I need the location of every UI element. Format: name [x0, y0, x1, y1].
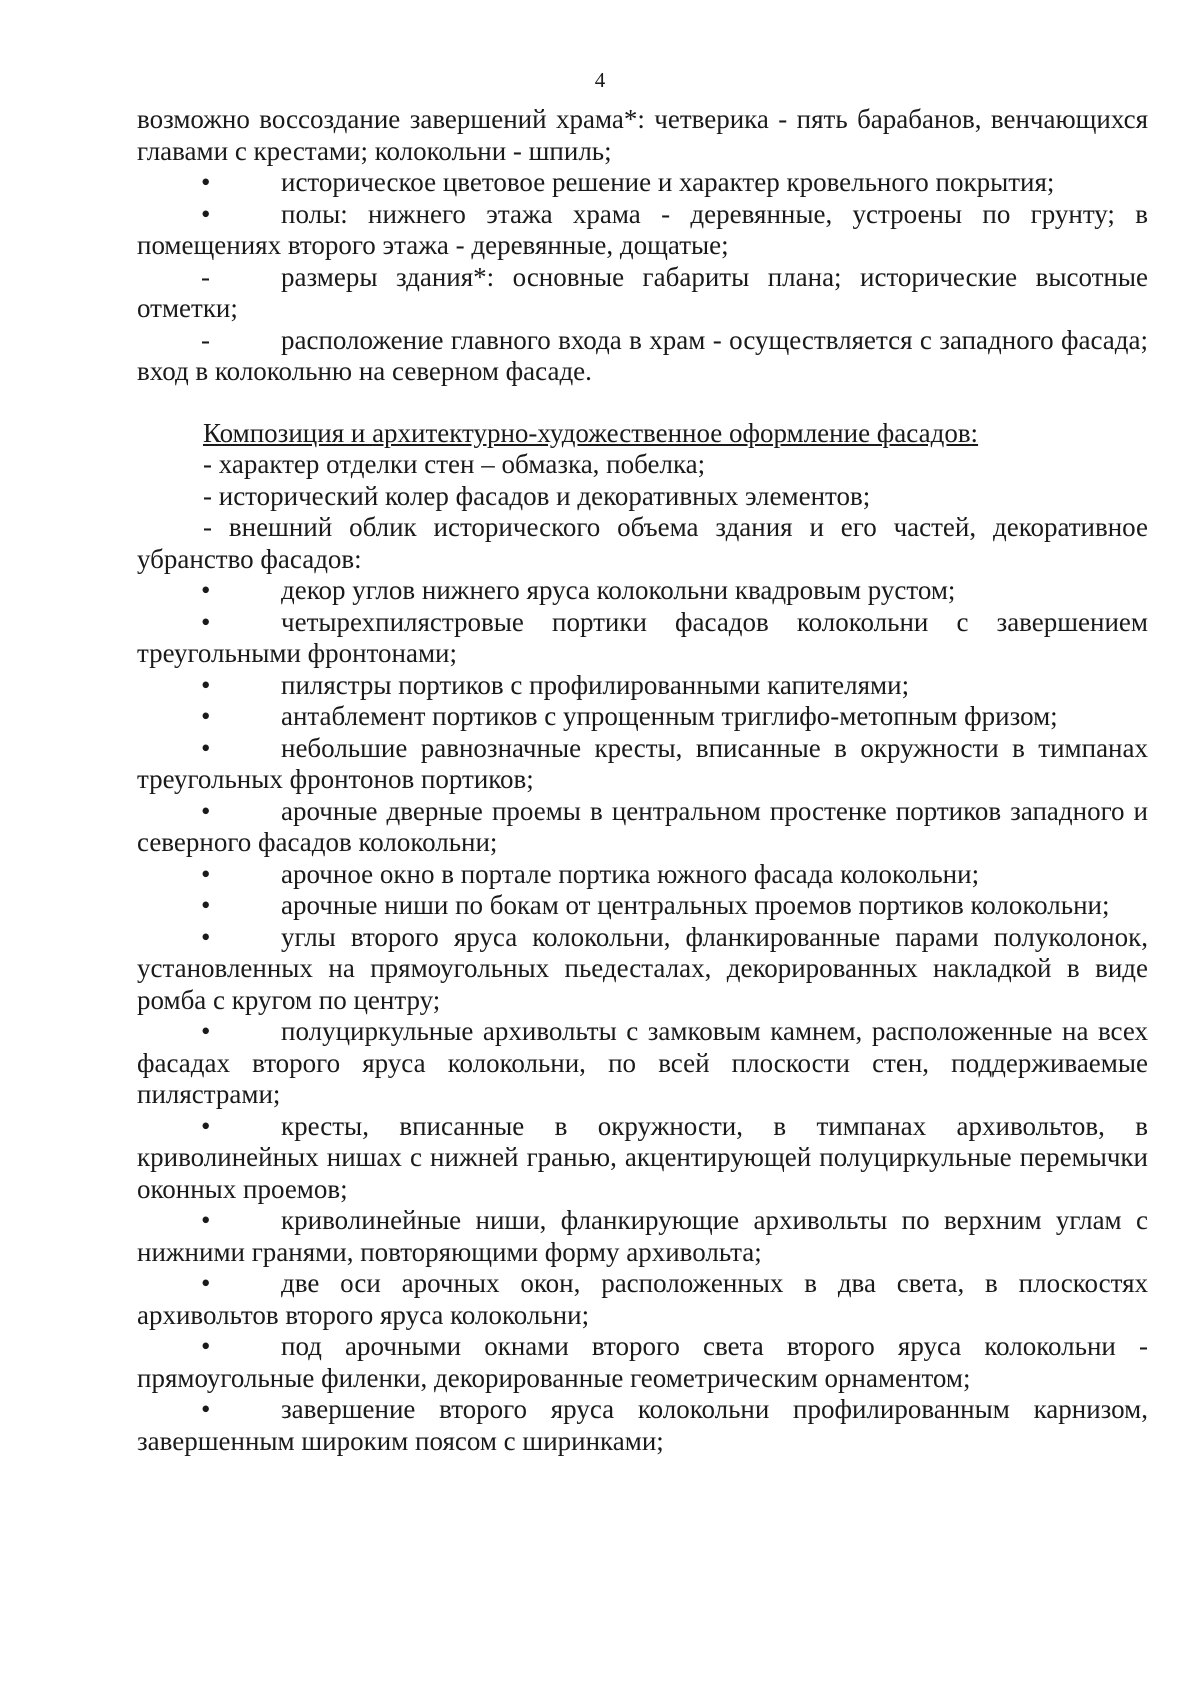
list-item-text: небольшие равнозначные кресты, вписанные в окружности в тимпанах треугольных фронтонов портиков;	[137, 732, 1148, 794]
list-item	[137, 1268, 1148, 1331]
list-item	[137, 733, 1148, 796]
dash-item: - характер отделки стен – обмазка, побелка;	[203, 449, 706, 479]
list-item	[137, 796, 1148, 859]
dash-marker: -	[201, 261, 210, 292]
list-item	[137, 325, 1148, 388]
list-item-text: полы: нижнего этажа храма - деревянные, устроены по грунту; в помещениях второго этажа - деревянные, дощатые;	[137, 198, 1148, 260]
list-item-text: арочные ниши по бокам от центральных проемов портиков колокольни;	[281, 890, 1110, 920]
bullet-marker: •	[201, 1016, 211, 1046]
list-item-text: антаблемент портиков с упрощенным триглифо-метопным фризом;	[281, 701, 1058, 731]
list-item-text: кресты, вписанные в окружности, в тимпанах архивольтов, в криволинейных нишах с нижней гранью, акцентирующей полуциркульные перемычки оконных проемов;	[137, 1110, 1148, 1204]
dash-items-list	[137, 449, 1148, 575]
bullet-marker: •	[201, 575, 211, 605]
list-item-text: углы второго яруса колокольни, фланкированные парами полуколонок, установленных на прямоугольных пьедесталах, декорированных накладкой в виде ромба с кругом по центру;	[137, 921, 1148, 1015]
list-item-text: завершение второго яруса колокольни профилированным карнизом, завершенным широким поясом с ширинками;	[137, 1394, 1148, 1456]
list-item-text: арочное окно в портале портика южного фасада колокольни;	[281, 858, 980, 889]
list-item	[137, 859, 1148, 891]
bullet-marker: •	[201, 701, 211, 731]
bullet-marker: •	[201, 795, 211, 826]
bullet-marker: •	[201, 858, 211, 889]
list-item-text: арочные дверные проемы в центральном простенке портиков западного и северного фасадов колокольни;	[137, 795, 1148, 857]
list-item-text: криволинейные ниши, фланкирующие архивольты по верхним углам с нижними гранями, повторяющими форму архивольта;	[137, 1205, 1148, 1267]
bullet-marker: •	[201, 198, 211, 229]
bullet-marker: •	[201, 732, 211, 763]
bullet-marker: •	[201, 1268, 211, 1298]
facade-decor-bullet-list	[137, 575, 1148, 1457]
list-item	[137, 167, 1148, 199]
dash-item: - исторический колер фасадов и декоративных элементов;	[203, 480, 871, 511]
list-item	[137, 1394, 1148, 1457]
list-item	[137, 1331, 1148, 1394]
list-item-text: две оси арочных окон, расположенных в два света, в плоскостях архивольтов второго яруса колокольни;	[137, 1268, 1148, 1330]
list-item	[137, 607, 1148, 670]
section-heading: Композиция и архитектурно-художественное оформление фасадов:	[203, 417, 979, 448]
list-item-text: четырехпилястровые портики фасадов колокольни с завершением треугольными фронтонами;	[137, 606, 1148, 668]
bullet-marker: •	[201, 669, 211, 700]
dash-item: - внешний облик исторического объема здания и его частей, декоративное убранство фасадов:	[137, 512, 1148, 574]
list-item	[137, 1016, 1148, 1111]
document-body	[137, 104, 1148, 1457]
list-item	[137, 262, 1148, 325]
list-item	[137, 199, 1148, 262]
dash-marker: -	[201, 324, 210, 355]
bullet-marker: •	[201, 890, 211, 920]
list-item	[137, 890, 1148, 922]
top-items-list	[137, 167, 1148, 388]
list-item	[137, 701, 1148, 733]
bullet-marker: •	[201, 1331, 211, 1361]
list-item-text: размеры здания*: основные габариты плана; исторические высотные отметки;	[137, 261, 1148, 323]
intro-paragraph: возможно воссоздание завершений храма*: четверика - пять барабанов, венчающихся главами с крестами; колокольни - шпиль;	[137, 104, 1148, 166]
list-item	[137, 1205, 1148, 1268]
list-item-text: историческое цветовое решение и характер кровельного покрытия;	[281, 167, 1055, 197]
list-item-text: под арочными окнами второго света второго яруса колокольни - прямоугольные филенки, декорированные геометрическим орнаментом;	[137, 1331, 1148, 1393]
list-item	[137, 1111, 1148, 1206]
page-number: 4	[594, 68, 606, 92]
list-item-text: декор углов нижнего яруса колокольни квадровым рустом;	[281, 575, 956, 605]
list-item	[137, 922, 1148, 1017]
bullet-marker: •	[201, 1394, 211, 1424]
bullet-marker: •	[201, 921, 211, 952]
list-item-text: расположение главного входа в храм - осуществляется с западного фасада; вход в колокольню на северном фасаде.	[137, 324, 1148, 386]
bullet-marker: •	[201, 606, 211, 637]
bullet-marker: •	[201, 167, 211, 197]
list-item	[137, 575, 1148, 607]
bullet-marker: •	[201, 1205, 211, 1235]
bullet-marker: •	[201, 1110, 211, 1141]
list-item-text: полуциркульные архивольты с замковым камнем, расположенные на всех фасадах второго яруса колокольни, по всей плоскости стен, поддерживаемые пилястрами;	[137, 1016, 1148, 1109]
list-item-text: пилястры портиков с профилированными капителями;	[281, 669, 910, 700]
list-item	[137, 670, 1148, 702]
